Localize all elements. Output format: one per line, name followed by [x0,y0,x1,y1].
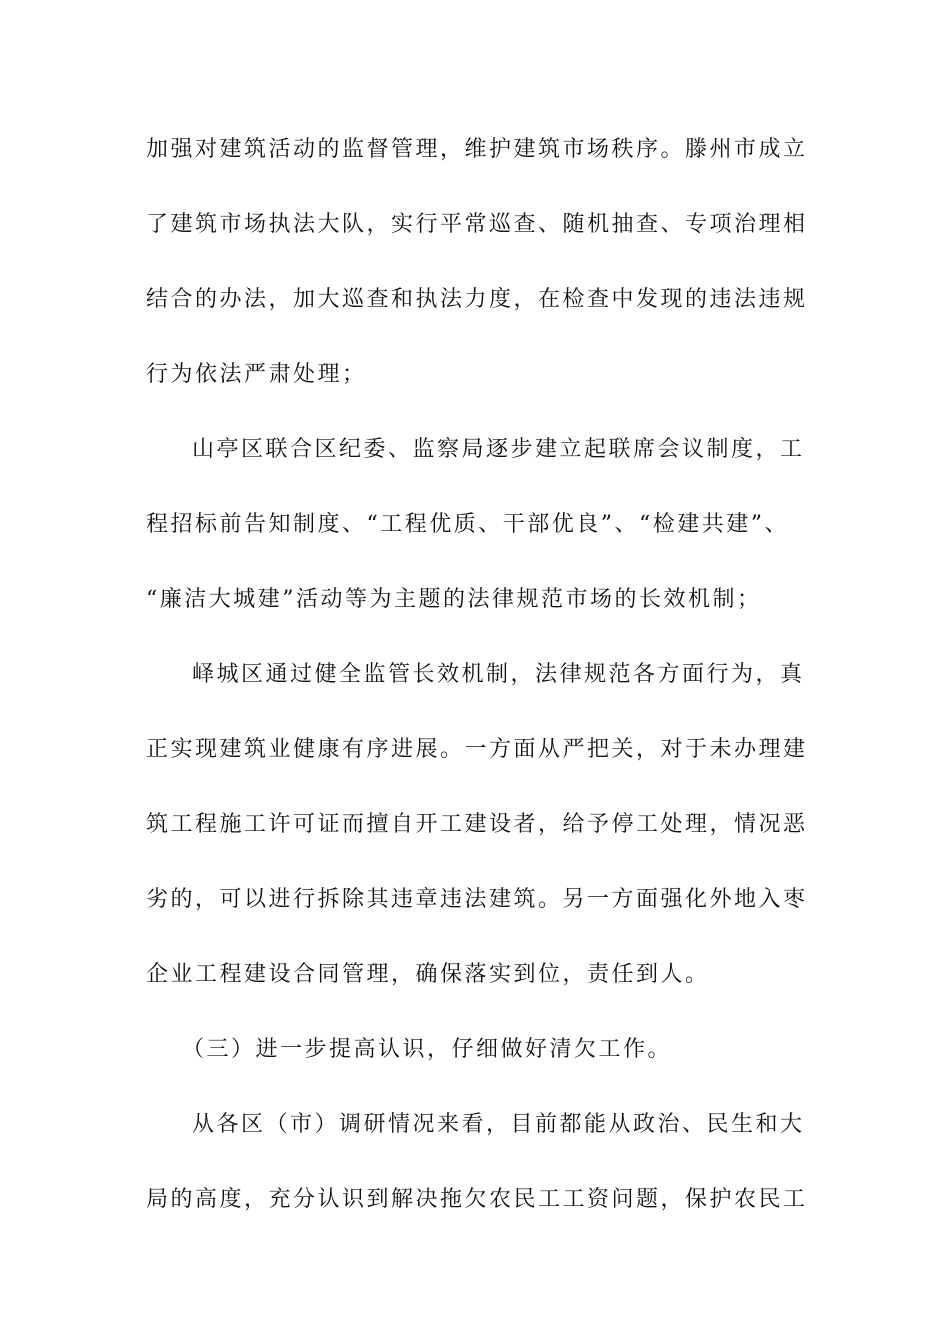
paragraph-2-line-2: 程招标前告知制度、“工程优质、干部优良”、“检建共建”、 [146,512,789,537]
paragraph-1-line-1: 加强对建筑活动的监督管理，维护建筑市场秩序。滕州市成立 [146,137,808,162]
paragraph-3-line-2: 正实现建筑业健康有序进展。一方面从严把关，对于未办理建 [146,737,808,762]
paragraph-1-line-4: 行为依法严肃处理； [146,362,367,387]
section-heading: （三）进一步提高认识，仔细做好清欠工作。 [182,1037,673,1062]
paragraph-1-line-3: 结合的办法，加大巡查和执法力度，在检查中发现的违法违规 [146,287,808,312]
paragraph-3-line-5: 企业工程建设合同管理，确保落实到位，责任到人。 [146,962,710,987]
paragraph-3-line-4: 劣的，可以进行拆除其违章违法建筑。另一方面强化外地入枣 [146,887,808,912]
paragraph-5-line-1: 从各区（市）调研情况来看，目前都能从政治、民生和大 [192,1112,805,1137]
paragraph-2-line-1: 山亭区联合区纪委、监察局逐步建立起联席会议制度，工 [192,437,805,462]
paragraph-3-line-3: 筑工程施工许可证而擅自开工建设者，给予停工处理，情况恶 [146,812,808,837]
paragraph-5-line-2: 局的高度，充分认识到解决拖欠农民工工资问题，保护农民工 [146,1187,808,1212]
paragraph-2-line-3: “廉洁大城建”活动等为主题的法律规范市场的长效机制； [146,587,762,612]
paragraph-1-line-2: 了建筑市场执法大队，实行平常巡查、随机抽查、专项治理相 [146,212,808,237]
paragraph-3-line-1: 峄城区通过健全监管长效机制，法律规范各方面行为，真 [192,662,805,687]
